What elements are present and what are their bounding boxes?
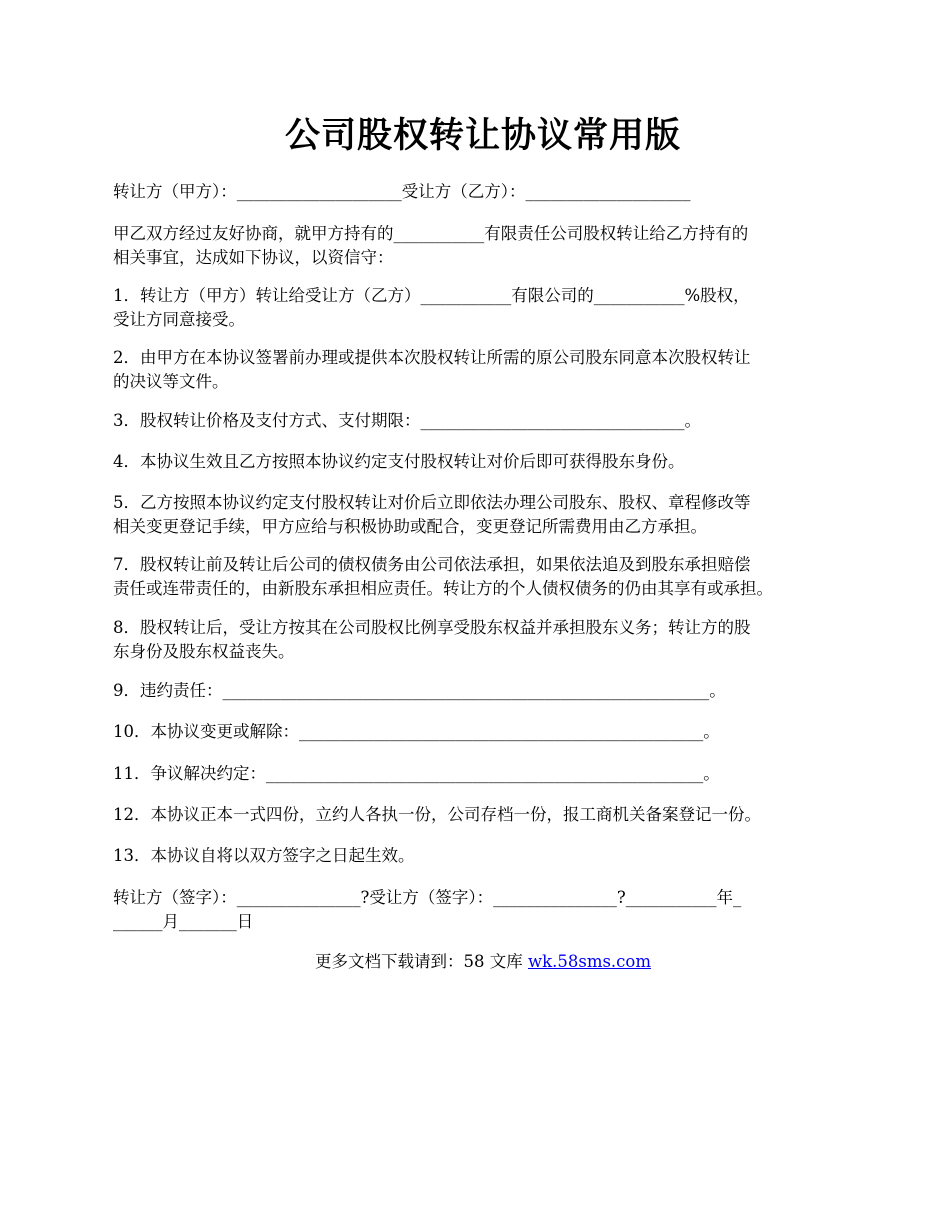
text-line: 4．本协议生效且乙方按照本协议约定支付股权转让对价后即可获得股东身份。 — [113, 452, 685, 471]
clause-8 — [113, 616, 873, 664]
intro-paragraph — [113, 222, 873, 270]
clause-13 — [113, 844, 873, 868]
clause-11 — [113, 762, 873, 786]
text-line: 9．违约责任：___________________________________________________________。 — [113, 681, 726, 700]
text-line: 8．股权转让后，受让方按其在公司股权比例享受股东权益并承担股东义务；转让方的股 — [113, 618, 751, 637]
text-line: 5．乙方按照本协议约定支付股权转让对价后立即依法办理公司股东、股权、章程修改等 — [113, 493, 751, 512]
parties-line — [113, 180, 873, 204]
text-line: 2．由甲方在本协议签署前办理或提供本次股权转让所需的原公司股东同意本次股权转让 — [113, 348, 751, 367]
text-line: 相关事宜，达成如下协议，以资信守： — [113, 248, 394, 267]
clause-1 — [113, 284, 873, 332]
text-line: 相关变更登记手续，甲方应给与积极协助或配合，变更登记所需费用由乙方承担。 — [113, 517, 707, 536]
text-line: 转让方（甲方）：____________________受让方（乙方）：____________________ — [113, 182, 691, 201]
footer — [113, 950, 853, 974]
clause-7 — [113, 553, 873, 601]
signature-block — [113, 886, 873, 934]
clause-3 — [113, 409, 873, 433]
text-line: 转让方（签字）：_______________?受让方（签字）：_______________?___________年_ — [113, 888, 742, 907]
text-line: 10．本协议变更或解除：_________________________________________________。 — [113, 722, 720, 741]
clause-10 — [113, 720, 873, 744]
text-line: ______月_______日 — [113, 912, 254, 931]
text-line: 东身份及股东权益丧失。 — [113, 642, 295, 661]
text-line: 7．股权转让前及转让后公司的债权债务由公司依法承担，如果依法追及到股东承担赔偿 — [113, 555, 751, 574]
clause-2 — [113, 346, 873, 394]
text-line: 12．本协议正本一式四份，立约人各执一份，公司存档一份，报工商机关备案登记一份。 — [113, 805, 761, 824]
footer-text: 更多文档下载请到：58 文库 — [314, 952, 528, 971]
text-line: 的决议等文件。 — [113, 372, 229, 391]
footer-link[interactable]: wk.58sms.com — [527, 952, 651, 971]
document-title: 公司股权转让协议常用版 — [284, 115, 681, 156]
text-line: 11．争议解决约定：_____________________________________________________。 — [113, 764, 720, 783]
clause-4 — [113, 450, 873, 474]
text-line: 受让方同意接受。 — [113, 310, 245, 329]
text-line: 13．本协议自将以双方签字之日起生效。 — [113, 846, 415, 865]
clause-9 — [113, 679, 873, 703]
text-line: 1．转让方（甲方）转让给受让方（乙方）___________有限公司的___________%股权， — [113, 286, 750, 305]
clause-5 — [113, 491, 873, 539]
text-line: 3．股权转让价格及支付方式、支付期限：________________________________。 — [113, 411, 701, 430]
text-line: 责任或连带责任的，由新股东承担相应责任。转让方的个人债权债务的仍由其享有或承担。 — [113, 579, 773, 598]
clause-12 — [113, 803, 873, 827]
text-line: 甲乙双方经过友好协商，就甲方持有的___________有限责任公司股权转让给乙方持有的 — [113, 224, 749, 243]
